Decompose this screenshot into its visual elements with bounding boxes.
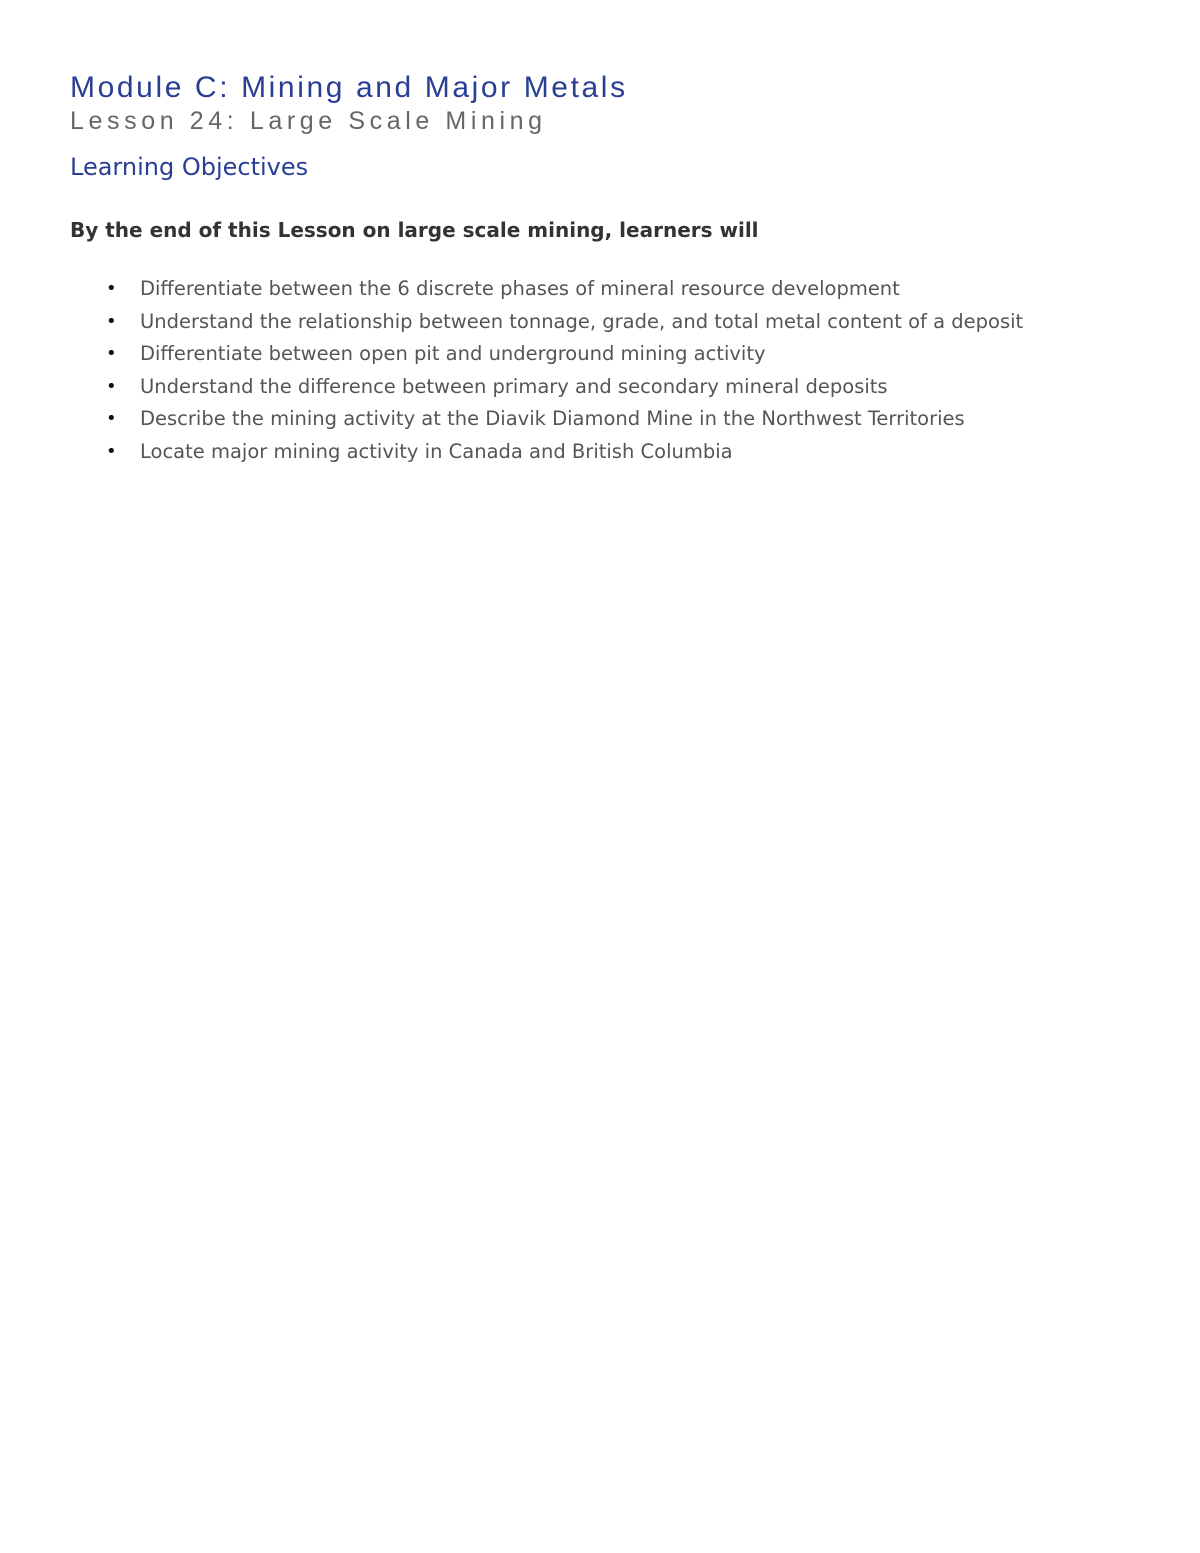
module-title: Module C: Mining and Major Metals (70, 71, 628, 104)
list-item (70, 437, 1023, 470)
bullet-icon: • (106, 278, 117, 299)
list-item (70, 404, 1023, 437)
bullet-icon: • (106, 343, 117, 365)
bullet-icon: • (106, 310, 117, 332)
objectives-intro: By the end of this Lesson on large scale mining, learners will (70, 218, 759, 242)
learning-objectives-heading: Learning Objectives (70, 153, 309, 181)
list-item (70, 274, 1023, 307)
objectives-list (70, 274, 1023, 470)
bullet-icon: • (106, 408, 117, 430)
bullet-icon: • (106, 440, 117, 462)
list-item (70, 339, 1023, 372)
bullet-icon: • (106, 375, 117, 397)
objective-text: Describe the mining activity at the Diavik Diamond Mine in the Northwest Territories (140, 407, 965, 431)
objective-text: Differentiate between open pit and underground mining activity (140, 342, 766, 366)
objective-text: Differentiate between the 6 discrete phases of mineral resource development (140, 277, 900, 300)
list-item (70, 372, 1023, 405)
objective-text: Locate major mining activity in Canada and British Columbia (140, 439, 733, 463)
objective-text: Understand the difference between primary and secondary mineral deposits (140, 374, 888, 398)
objective-text: Understand the relationship between tonnage, grade, and total metal content of a deposit (140, 309, 1024, 333)
lesson-title: Lesson 24: Large Scale Mining (70, 107, 547, 135)
list-item (70, 307, 1023, 340)
